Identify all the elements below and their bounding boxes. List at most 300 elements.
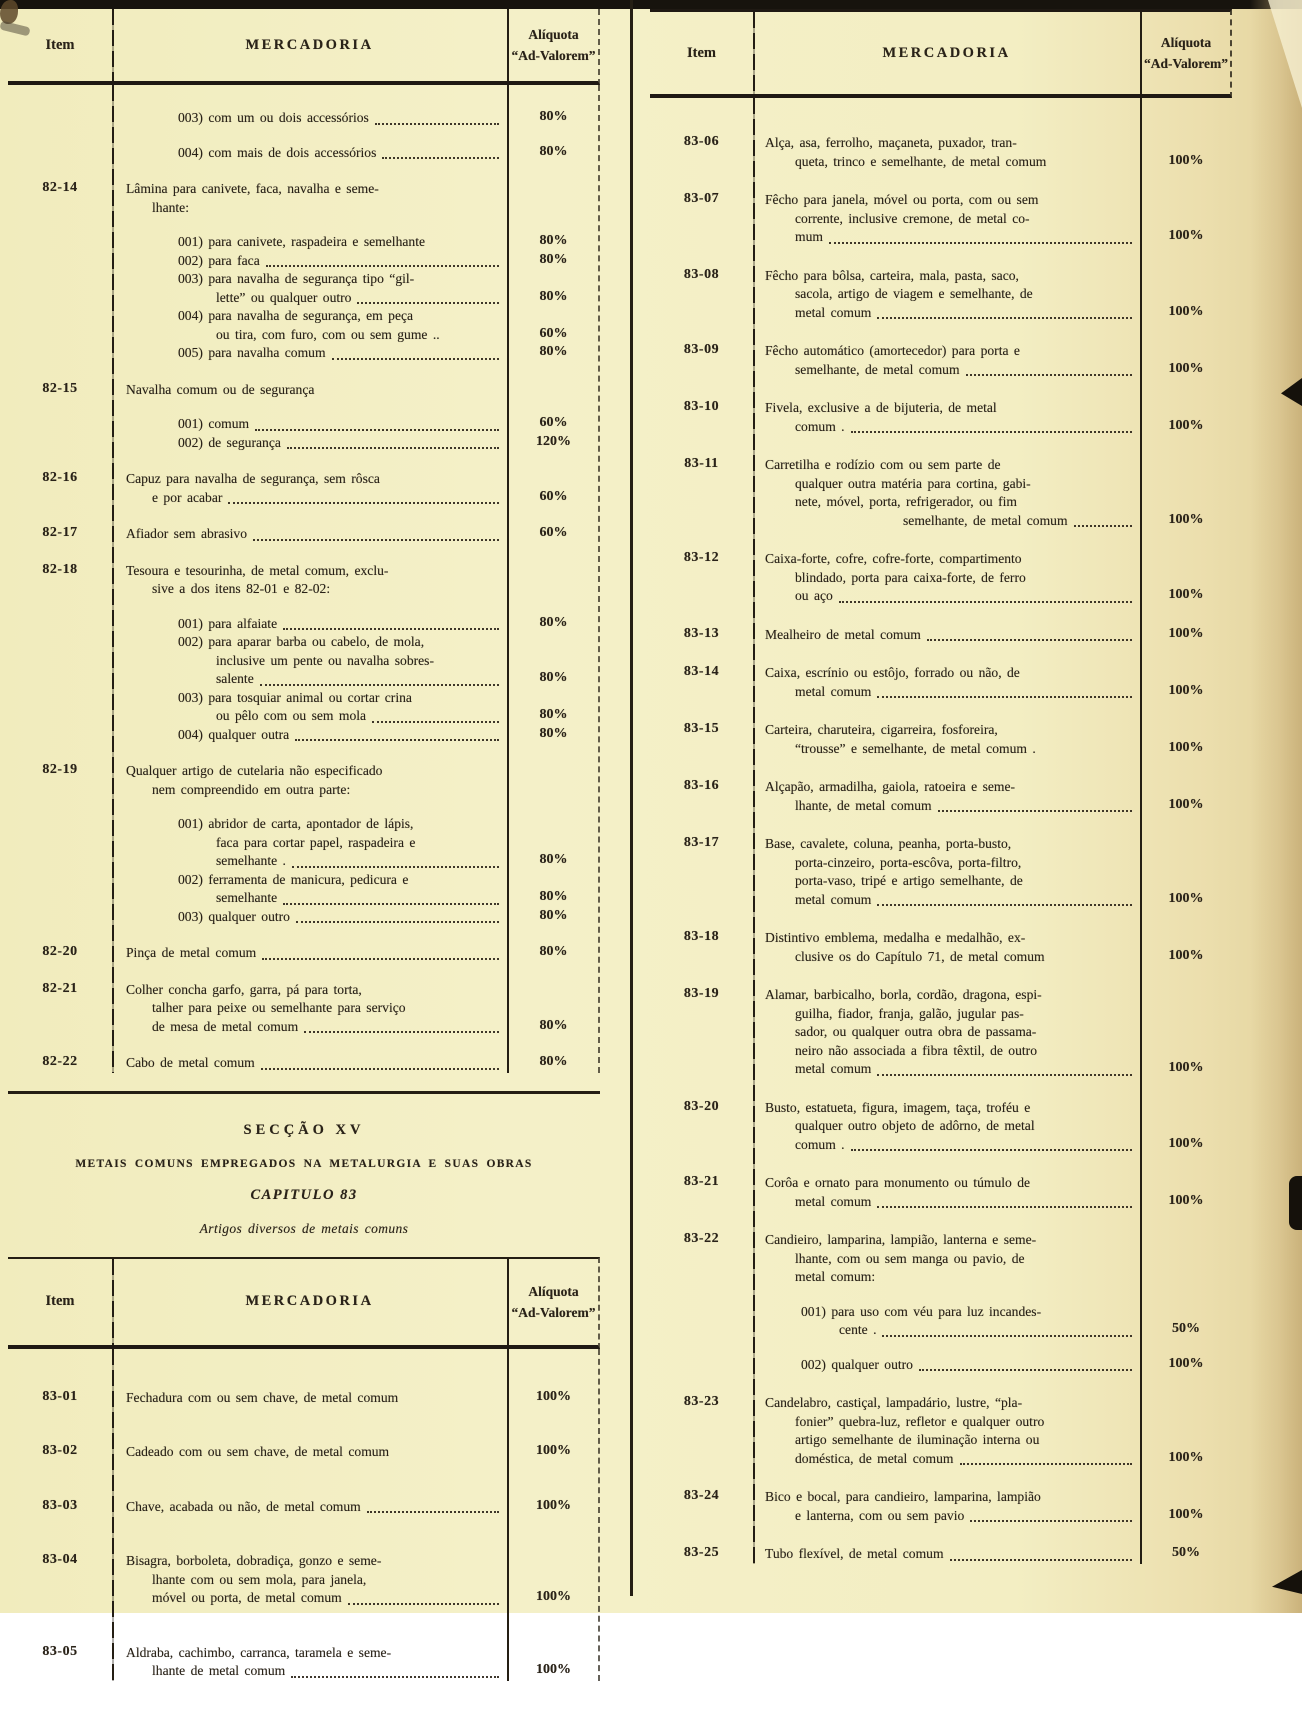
mercadoria-text: e lanterna, com ou sem pavio — [753, 1507, 1140, 1526]
mercadoria-text: Caixa-forte, cofre, cofre-forte, compartimento — [765, 551, 1022, 566]
tariff-row — [650, 134, 1232, 171]
tariff-row — [650, 267, 1232, 323]
tariff-table-chapter-83-left — [8, 1349, 600, 1681]
mercadoria-text: 002) ferramenta de manicura, pedicura e — [178, 871, 409, 887]
table-line — [650, 1023, 1232, 1042]
tariff-row — [8, 1054, 598, 1073]
item-code — [8, 326, 112, 345]
dot-leader — [882, 1335, 1132, 1337]
item-code: 82-16 — [42, 470, 78, 485]
table-line — [8, 489, 598, 508]
table-line — [8, 944, 598, 963]
table-line — [650, 587, 1232, 606]
table-line — [8, 1498, 598, 1517]
mercadoria-text: Cabo de metal comum — [112, 1054, 507, 1073]
dot-leader — [375, 123, 499, 125]
mercadoria-text: metal comum: — [795, 1269, 876, 1284]
col-header-item: Item — [45, 1293, 75, 1309]
table-line — [8, 1443, 598, 1462]
aliquota-value: 100% — [1168, 1060, 1204, 1075]
table-line — [650, 304, 1232, 323]
table-line — [650, 835, 1232, 854]
table-line — [650, 210, 1232, 229]
item-code — [650, 1136, 753, 1155]
table-line — [650, 1507, 1232, 1526]
item-code — [8, 781, 112, 800]
mercadoria-text: nete, móvel, porta, refrigerador, ou fim — [795, 494, 1017, 509]
aliquota-value: 100% — [1168, 1449, 1204, 1465]
dot-leader — [877, 1206, 1132, 1208]
item-code — [650, 228, 753, 247]
item-code — [650, 1431, 753, 1450]
mercadoria-text: ou aço — [753, 587, 1140, 606]
item-code: 83-15 — [683, 721, 720, 736]
item-code — [8, 1662, 112, 1681]
aliquota-value: 100% — [1168, 947, 1204, 963]
item-code — [8, 908, 112, 927]
aliquota-label: Alíquota — [528, 1283, 579, 1299]
item-code — [8, 689, 112, 708]
item-code — [650, 418, 753, 437]
mercadoria-text: Carretilha e rodízio com ou sem parte de — [765, 457, 1001, 472]
mercadoria-text: Qualquer artigo de cutelaria não especificado — [126, 763, 383, 778]
mercadoria-text: 002) de segurança — [112, 434, 507, 453]
table-line — [650, 1268, 1232, 1287]
item-code — [8, 834, 112, 853]
tariff-row — [8, 470, 598, 507]
aliquota-value — [507, 689, 600, 708]
table-line — [650, 1193, 1232, 1212]
row-spacer — [8, 799, 598, 815]
table-line — [650, 285, 1232, 304]
mercadoria-text: 004) qualquer outra — [112, 726, 507, 745]
dot-leader — [260, 684, 499, 686]
table-line — [650, 228, 1232, 247]
aliquota-value — [1140, 1231, 1232, 1250]
item-code — [8, 707, 112, 726]
dot-leader — [261, 1068, 499, 1070]
aliquota-value: 100% — [1168, 417, 1204, 433]
tariff-row — [650, 929, 1232, 966]
tariff-row — [8, 381, 598, 453]
item-code: 83-24 — [683, 1488, 720, 1503]
aliquota-value: 80% — [539, 944, 568, 959]
table-line — [8, 1644, 598, 1663]
item-code — [650, 285, 753, 304]
tariff-row — [650, 456, 1232, 530]
aliquota-value — [507, 999, 600, 1018]
mercadoria-text: Lâmina para canivete, faca, navalha e seme- — [126, 181, 379, 196]
mercadoria-text: “trousse” e semelhante, de metal comum . — [795, 740, 1036, 756]
col-header-mercadoria: MERCADORIA — [245, 1293, 374, 1309]
table-line — [650, 134, 1232, 153]
item-code — [8, 289, 112, 308]
aliquota-value — [507, 270, 600, 289]
mercadoria-text: lhante, de metal comum — [753, 797, 1140, 816]
table-line — [650, 1413, 1232, 1432]
mercadoria-text: Fêcho para bôlsa, carteira, mala, pasta, saco, — [765, 267, 1019, 283]
aliquota-value: 100% — [1168, 890, 1204, 906]
mercadoria-text: 001) comum — [112, 415, 507, 434]
tariff-row — [8, 1498, 598, 1517]
col-header-mercadoria: MERCADORIA — [245, 36, 374, 53]
mercadoria-text: semelhante . — [112, 852, 507, 871]
dot-leader — [291, 1676, 499, 1678]
mercadoria-text: 002) para aparar barba ou cabelo, de mola, — [178, 634, 425, 649]
item-code — [8, 434, 112, 453]
aliquota-value: 80% — [539, 1017, 568, 1033]
aliquota-value: 80% — [539, 907, 568, 923]
dot-leader — [262, 958, 499, 960]
dot-leader — [292, 866, 499, 868]
item-code — [8, 233, 112, 252]
item-code — [8, 580, 112, 599]
table-line — [8, 999, 598, 1018]
column-divider — [630, 0, 633, 1596]
aliquota-value: 100% — [536, 1589, 571, 1604]
item-code: 83-09 — [683, 342, 720, 357]
col-header-aliquota — [1140, 32, 1232, 74]
aliquota-value: 60% — [539, 488, 568, 504]
row-spacer — [8, 599, 598, 615]
table-line — [8, 1571, 598, 1590]
mercadoria-text: sacola, artigo de viagem e semelhante, de — [795, 286, 1033, 301]
section-break — [8, 1091, 600, 1257]
aliquota-value: 80% — [539, 707, 568, 722]
tariff-row — [8, 981, 598, 1037]
tariff-row — [650, 399, 1232, 436]
aliquota-value — [1140, 493, 1232, 512]
item-code — [650, 1450, 753, 1469]
item-code: 83-08 — [683, 266, 720, 282]
tariff-row — [650, 778, 1232, 815]
item-code — [650, 361, 753, 380]
col-header-item: Item — [687, 44, 716, 61]
table-line — [650, 1117, 1232, 1136]
aliquota-value — [1140, 1005, 1232, 1024]
tariff-row — [650, 1099, 1232, 1155]
table-line — [650, 626, 1232, 645]
mercadoria-text: 001) para alfaiate — [112, 615, 507, 634]
mercadoria-text: Candelabro, castiçal, lampadário, lustre, “pla- — [765, 1395, 1023, 1410]
aliquota-value — [1140, 778, 1232, 797]
section-subtitle: METAIS COMUNS EMPREGADOS NA METALURGIA E SUAS OBRAS — [75, 1157, 533, 1170]
item-code — [8, 615, 112, 634]
table-line — [8, 1589, 598, 1608]
vertical-rule — [507, 1259, 509, 1345]
tariff-row — [8, 1644, 598, 1681]
item-code: 83-03 — [42, 1497, 78, 1513]
dot-leader — [877, 317, 1132, 319]
mercadoria-text: 001) para uso com véu para luz incandes- — [801, 1303, 1042, 1319]
aliquota-value: 80% — [539, 251, 568, 267]
mercadoria-text: Aldraba, cachimbo, carranca, taramela e seme- — [126, 1644, 392, 1660]
aliquota-value: 100% — [1168, 587, 1204, 602]
mercadoria-text: 001) abridor de carta, apontador de lápis, — [178, 816, 414, 831]
tariff-row — [650, 1394, 1232, 1468]
table-line — [650, 475, 1232, 494]
col-header-aliquota — [507, 24, 600, 66]
aliquota-value — [507, 815, 600, 834]
table-header-right — [650, 9, 1232, 98]
tariff-row — [650, 664, 1232, 701]
item-code: 83-10 — [683, 399, 720, 414]
item-code — [8, 199, 112, 218]
mercadoria-text: Busto, estatueta, figura, imagem, taça, troféu e — [765, 1099, 1031, 1115]
item-code: 83-06 — [683, 134, 720, 149]
mercadoria-text: metal comum — [753, 1060, 1140, 1079]
dot-leader — [877, 1074, 1132, 1076]
dot-leader — [372, 721, 499, 723]
mercadoria-text: Cadeado com ou sem chave, de metal comum — [126, 1444, 390, 1459]
vertical-rule — [507, 1349, 509, 1681]
item-code: 82-21 — [42, 980, 78, 996]
table-line — [650, 872, 1232, 891]
aliquota-value — [507, 834, 600, 853]
tariff-row — [8, 180, 598, 363]
aliquota-value: 100% — [1168, 1506, 1204, 1522]
dot-leader — [877, 696, 1132, 698]
aliquota-value — [507, 1571, 600, 1590]
mercadoria-text: Alamar, barbicalho, borla, cordão, dragona, espi- — [765, 987, 1042, 1002]
table-line — [8, 615, 598, 634]
aliquota-value: 100% — [536, 1497, 571, 1513]
dot-leader — [367, 1511, 499, 1513]
table-line — [650, 342, 1232, 361]
table-line — [8, 633, 598, 652]
mercadoria-text: Capuz para navalha de segurança, sem rôsca — [126, 471, 380, 486]
item-code: 82-17 — [42, 525, 78, 540]
table-line — [650, 1488, 1232, 1507]
aliquota-value — [1140, 399, 1232, 418]
dot-leader — [296, 921, 499, 923]
dot-leader — [287, 447, 499, 449]
mercadoria-text: semelhante, de metal comum — [753, 361, 1140, 380]
mercadoria-text: Afiador sem abrasivo — [112, 525, 507, 544]
aliquota-value — [1140, 854, 1232, 873]
item-code: 83-23 — [683, 1394, 720, 1409]
table-line — [650, 550, 1232, 569]
chapter-subtitle: Artigos diversos de metais comuns — [199, 1220, 409, 1236]
table-line — [650, 1450, 1232, 1469]
mercadoria-text: 003) para navalha de segurança tipo “gil- — [178, 271, 415, 286]
table-line — [8, 707, 598, 726]
mercadoria-text: 004) para navalha de segurança, em peça — [178, 308, 414, 323]
table-line — [650, 986, 1232, 1005]
vertical-rule — [112, 85, 114, 1073]
table-line — [8, 326, 598, 345]
table-line — [8, 525, 598, 544]
table-line — [8, 852, 598, 871]
ad-valorem-label: “Ad-Valorem” — [511, 48, 596, 63]
dot-leader — [938, 810, 1132, 812]
item-code — [650, 1356, 753, 1375]
table-line — [650, 1303, 1232, 1322]
mercadoria-text: Tubo flexível, de metal comum — [753, 1545, 1140, 1564]
table-line — [650, 721, 1232, 740]
dot-leader — [382, 157, 499, 159]
table-line — [8, 726, 598, 745]
aliquota-value — [507, 1644, 600, 1663]
table-line — [8, 233, 598, 252]
tariff-row — [650, 835, 1232, 909]
tariff-row — [650, 986, 1232, 1079]
aliquota-value: 100% — [1168, 152, 1204, 168]
table-line — [650, 929, 1232, 948]
aliquota-label: Alíquota — [1160, 35, 1212, 50]
table-line — [650, 683, 1232, 702]
aliquota-value — [1140, 929, 1232, 948]
aliquota-value — [507, 1552, 600, 1571]
mercadoria-text: de mesa de metal comum — [112, 1018, 507, 1037]
aliquota-value — [1140, 1023, 1232, 1042]
table-line — [650, 664, 1232, 683]
vertical-rule — [507, 9, 509, 81]
item-code — [650, 587, 753, 606]
aliquota-value — [507, 981, 600, 1000]
aliquota-value — [1140, 1488, 1232, 1507]
section-title: SECÇÃO XV — [243, 1121, 365, 1138]
mercadoria-text: metal comum — [753, 304, 1140, 323]
item-code — [650, 210, 753, 229]
table-line — [8, 889, 598, 908]
mercadoria-text: Fechadura com ou sem chave, de metal comum — [126, 1389, 399, 1405]
item-code — [650, 1321, 753, 1340]
aliquota-value: 100% — [1168, 682, 1204, 698]
tariff-row — [650, 191, 1232, 247]
tariff-row — [650, 1545, 1232, 1564]
mercadoria-text: 003) com um ou dois accessórios — [112, 109, 507, 128]
item-code: 83-12 — [683, 550, 720, 565]
mercadoria-text: talher para peixe ou semelhante para serviço — [152, 1000, 406, 1015]
mercadoria-text: ou pêlo com ou sem mola — [112, 707, 507, 726]
mercadoria-text: porta-cinzeiro, porta-escôva, porta-filtro, — [795, 854, 1022, 870]
table-line — [650, 1136, 1232, 1155]
dot-leader — [839, 601, 1132, 603]
aliquota-value — [1140, 267, 1232, 286]
table-line — [650, 740, 1232, 759]
item-code — [8, 415, 112, 434]
aliquota-value — [1140, 1431, 1232, 1450]
mercadoria-text: lette” ou qualquer outro — [112, 289, 507, 308]
aliquota-value: 80% — [539, 1054, 568, 1069]
left-column — [8, 9, 600, 1717]
item-code: 83-02 — [42, 1443, 78, 1458]
aliquota-value — [1140, 1413, 1232, 1432]
item-code: 83-17 — [683, 835, 720, 850]
dot-leader — [851, 1149, 1132, 1151]
aliquota-value: 80% — [539, 614, 568, 630]
aliquota-value — [1140, 342, 1232, 361]
table-line — [650, 778, 1232, 797]
item-code — [8, 1589, 112, 1608]
dot-leader — [970, 1520, 1132, 1522]
item-code — [8, 815, 112, 834]
tariff-table-chapter-82 — [8, 85, 600, 1073]
tariff-row — [8, 944, 598, 963]
mercadoria-text: Alçapão, armadilha, gaiola, ratoeira e seme- — [765, 779, 1016, 794]
aliquota-value: 100% — [1168, 303, 1204, 319]
item-code — [650, 1193, 753, 1212]
ad-valorem-label: “Ad-Valorem” — [511, 1304, 596, 1320]
aliquota-value — [507, 580, 600, 599]
item-code — [650, 872, 753, 891]
item-code — [650, 1250, 753, 1269]
mercadoria-text: metal comum — [753, 891, 1140, 910]
aliquota-value — [1140, 191, 1232, 210]
aliquota-value: 50% — [1172, 1321, 1200, 1336]
aliquota-value: 100% — [536, 1662, 571, 1677]
table-line — [8, 815, 598, 834]
item-code: 82-20 — [42, 944, 78, 959]
table-line — [8, 670, 598, 689]
aliquota-value: 100% — [536, 1443, 571, 1458]
mercadoria-text: Tesoura e tesourinha, de metal comum, exclu- — [126, 562, 389, 578]
item-code: 83-11 — [684, 456, 719, 471]
tariff-row — [8, 762, 598, 926]
item-code — [8, 852, 112, 871]
aliquota-value: 100% — [1168, 796, 1204, 812]
vertical-rule — [753, 98, 755, 1564]
mercadoria-text: Caixa, escrínio ou estôjo, forrado ou não, de — [765, 665, 1020, 680]
tariff-row — [650, 721, 1232, 758]
row-spacer — [8, 128, 598, 144]
aliquota-value — [1140, 1117, 1232, 1136]
item-code — [650, 891, 753, 910]
aliquota-value — [1140, 1268, 1232, 1287]
page-top-edge — [0, 0, 1302, 9]
tariff-row — [650, 1174, 1232, 1211]
aliquota-value — [507, 871, 600, 890]
aliquota-value — [1140, 721, 1232, 740]
aliquota-value: 100% — [1168, 360, 1204, 376]
aliquota-value: 100% — [1168, 739, 1204, 755]
vertical-rule — [1140, 98, 1142, 1564]
table-line — [650, 797, 1232, 816]
ad-valorem-label: “Ad-Valorem” — [1144, 56, 1228, 71]
item-code — [8, 652, 112, 671]
dot-leader — [919, 1369, 1132, 1371]
mercadoria-text: doméstica, de metal comum — [753, 1450, 1140, 1469]
chapter-title: CAPITULO 83 — [250, 1186, 358, 1203]
item-code — [8, 726, 112, 745]
mercadoria-text: Corôa e ornato para monumento ou túmulo de — [765, 1175, 1031, 1190]
item-code: 83-04 — [42, 1552, 78, 1567]
mercadoria-text: fonier” quebra-luz, refletor e qualquer outro — [795, 1413, 1045, 1429]
table-line — [8, 871, 598, 890]
mercadoria-text: qualquer outra matéria para cortina, gabi- — [795, 475, 1031, 491]
tariff-row — [8, 562, 598, 745]
item-code — [650, 1005, 753, 1024]
row-spacer — [650, 1287, 1232, 1303]
table-line — [650, 1042, 1232, 1061]
aliquota-value — [507, 633, 600, 652]
aliquota-value — [1140, 835, 1232, 854]
aliquota-value: 120% — [536, 433, 571, 449]
tariff-row — [8, 1552, 598, 1608]
mercadoria-text: Base, cavalete, coluna, peanha, porta-busto, — [765, 836, 1012, 851]
aliquota-value — [1140, 986, 1232, 1005]
aliquota-value — [507, 199, 600, 218]
mercadoria-text: 001) para canivete, raspadeira e semelhante — [178, 234, 426, 249]
tariff-table-chapter-83-right — [650, 98, 1232, 1564]
aliquota-value — [1140, 134, 1232, 153]
item-code — [8, 252, 112, 271]
table-line — [650, 1174, 1232, 1193]
table-line — [650, 267, 1232, 286]
tariff-row — [8, 1389, 598, 1408]
tariff-row — [650, 1488, 1232, 1525]
